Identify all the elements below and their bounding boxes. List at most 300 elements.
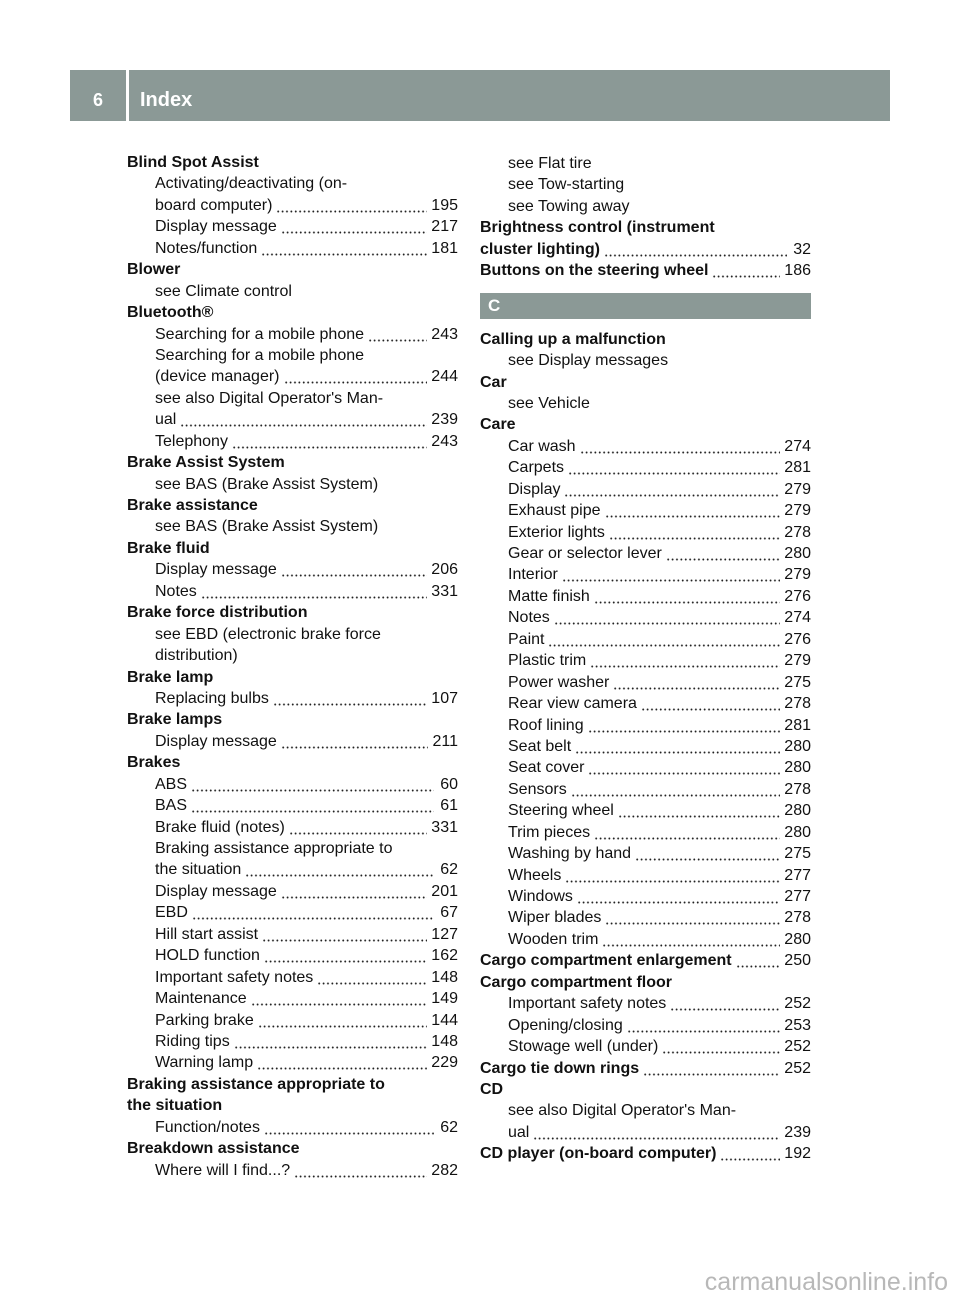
entry-text: Display message [155,882,277,900]
index-subentry [480,174,811,195]
dot-leader [670,993,780,1014]
index-subentry [127,1052,458,1073]
entry-text: Brake fluid (notes) [155,818,285,836]
entry-text: Brake assistance [127,497,258,514]
index-subentry [480,1036,811,1057]
entry-text: Display message [155,732,277,750]
section-letter-bar [480,293,811,319]
page-reference: 149 [431,990,458,1008]
index-subentry [480,1100,811,1121]
page-reference: 60 [440,775,458,793]
entry-text: Braking assistance appropriate to [155,840,393,857]
index-heading [127,538,458,559]
page-reference: 62 [440,1118,458,1136]
entry-text: board computer) [155,196,273,214]
entry-text: the situation [127,1097,223,1115]
dot-leader [201,581,428,602]
index-subentry [480,929,811,950]
index-heading [127,452,458,473]
index-subentry [127,581,458,602]
entry-text: Breakdown assistance [127,1140,300,1158]
entry-text: Care [480,416,516,434]
page-title: Index [140,89,193,111]
page-reference: 61 [440,797,458,815]
index-subentry [127,195,458,216]
header-divider [126,70,129,121]
index-heading [480,372,811,393]
page-reference: 252 [784,995,811,1013]
index-subentry [480,500,811,521]
entry-text: Cargo compartment enlargement [480,952,732,970]
index-subentry [480,350,811,371]
entry-text: Where will I find...? [155,1161,291,1179]
page-reference: 281 [784,716,811,734]
entry-text: Activating/deactivating (on- [155,175,348,193]
page-reference: 253 [784,1016,811,1034]
index-subentry [127,216,458,237]
dot-leader [262,924,427,945]
index-subentry [480,779,811,800]
entry-text: C [488,295,501,315]
entry-text: Seat belt [508,737,572,755]
entry-text: Carpets [508,459,565,477]
index-subentry [480,843,811,864]
index-heading [127,1074,458,1095]
page-reference: 252 [784,1059,811,1077]
index-heading [480,1079,811,1100]
index-subentry [480,586,811,607]
index-subentry [127,988,458,1009]
index-subentry [480,457,811,478]
index-subentry [127,624,458,645]
entry-text: see BAS (Brake Assist System) [155,475,379,493]
dot-leader [192,902,434,923]
entry-text: distribution) [155,647,238,665]
entry-text: Maintenance [155,990,247,1008]
index-subentry [127,645,458,666]
dot-leader [604,239,787,260]
index-subentry [480,479,811,500]
entry-text: Brake force distribution [127,604,308,622]
entry-text: Blind Spot Assist [127,154,259,171]
page-reference: 279 [784,502,811,520]
entry-text: Seat cover [508,759,585,777]
dot-leader [594,586,780,607]
index-heading [480,950,811,971]
entry-text: Sensors [508,780,567,798]
index-heading [127,1095,458,1116]
entry-text: ual [155,411,177,429]
entry-text: see Display messages [508,352,669,370]
entry-text: Function/notes [155,1118,260,1136]
index-subentry [127,366,458,387]
dot-leader [605,907,780,928]
page-reference: 162 [431,947,458,965]
entry-text: Searching for a mobile phone [155,325,365,343]
page-reference: 280 [784,930,811,948]
entry-text: Important safety notes [508,995,667,1013]
dot-leader [294,1160,427,1181]
entry-text: Riding tips [155,1032,230,1050]
page-reference: 277 [784,866,811,884]
index-heading [480,217,811,238]
dot-leader [568,457,780,478]
index-subentry [480,153,811,174]
entry-text: Wheels [508,866,562,884]
page-reference: 279 [784,480,811,498]
entry-text: Wiper blades [508,909,602,927]
page-reference: 211 [432,732,458,750]
dot-leader [666,543,780,564]
index-heading [480,972,811,993]
entry-text: Notes [155,582,197,600]
entry-text: Opening/closing [508,1016,623,1034]
dot-leader [232,431,427,452]
dot-leader [257,1052,427,1073]
dot-leader [602,929,780,950]
page-number: 6 [92,90,103,110]
dot-leader [609,522,780,543]
index-subentry [480,993,811,1014]
index-subentry [480,436,811,457]
entry-text: BAS [155,797,188,815]
dot-leader [548,629,780,650]
entry-text: HOLD function [155,947,260,965]
entry-text: see Towing away [508,197,630,215]
index-subentry [127,817,458,838]
dot-leader [261,238,427,259]
index-subentry [127,881,458,902]
index-subentry [127,774,458,795]
index-subentry [127,731,458,752]
dot-leader [565,865,780,886]
index-column-left [127,152,458,1181]
entry-text: ual [508,1123,530,1141]
page-reference: 275 [784,673,811,691]
page-reference: 276 [784,587,811,605]
entry-text: Matte finish [508,587,590,605]
page-reference: 181 [431,239,458,257]
entry-text: see also Digital Operator's Man- [155,389,384,407]
dot-leader [571,779,781,800]
entry-text: Interior [508,566,558,584]
entry-text: Washing by hand [508,845,632,863]
page-reference: 144 [431,1011,458,1029]
entry-text: Power washer [508,673,610,691]
index-subentry [127,431,458,452]
entry-text: Important safety notes [155,968,314,986]
index-subentry [127,967,458,988]
dot-leader [289,817,427,838]
index-subentry [127,688,458,709]
entry-text: Exterior lights [508,523,605,541]
page-reference: 201 [431,882,458,900]
entry-text: Wooden trim [508,930,599,948]
dot-leader [641,693,780,714]
entry-text: Exhaust pipe [508,502,601,520]
page-reference: 148 [431,968,458,986]
index-subentry [127,1117,458,1138]
entry-text: the situation [155,861,242,879]
dot-leader [258,1010,428,1031]
dot-leader [588,715,781,736]
page-reference: 280 [784,737,811,755]
entry-text: EBD [155,904,188,922]
entry-text: see Flat tire [508,155,592,172]
index-subentry [480,672,811,693]
page-reference: 206 [431,561,458,579]
page-reference: 229 [431,1054,458,1072]
page-reference: 280 [784,823,811,841]
page-reference: 148 [431,1032,458,1050]
entry-text: CD [480,1080,504,1098]
page-reference: 67 [440,904,458,922]
entry-text: Plastic trim [508,652,587,670]
page-reference: 243 [431,432,458,450]
dot-leader [264,945,427,966]
entry-text: Steering wheel [508,802,614,820]
entry-text: Replacing bulbs [155,689,269,707]
entry-text: see Climate control [155,282,292,300]
entry-text: Notes/function [155,239,258,257]
index-subentry [127,474,458,495]
dot-leader [533,1122,780,1143]
watermark: carmanualsonline.info [704,1268,948,1296]
index-subentry [480,1122,811,1143]
page-reference: 32 [793,240,811,258]
entry-text: Brake lamp [127,668,214,686]
dot-leader [618,800,780,821]
index-subentry [480,757,811,778]
entry-text: Brake fluid [127,539,210,557]
entry-text: Searching for a mobile phone [155,346,365,364]
page-reference: 274 [784,437,811,455]
index-subentry [480,736,811,757]
page-reference: 280 [784,802,811,820]
dot-leader [590,650,780,671]
index-subentry [127,324,458,345]
dot-leader [662,1036,780,1057]
page-reference: 239 [431,411,458,429]
page-reference: 250 [784,952,811,970]
index-subentry [127,1160,458,1181]
dot-leader [562,564,781,585]
page-reference: 278 [784,523,811,541]
index-heading [480,239,811,260]
entry-text: Buttons on the steering wheel [480,262,709,280]
entry-text: Calling up a malfunction [480,330,666,348]
page-reference: 107 [431,689,458,707]
dot-leader [264,1117,434,1138]
entry-text: Windows [508,888,573,905]
page-reference: 127 [431,925,458,943]
entry-text: cluster lighting) [480,240,600,258]
entry-text: Stowage well (under) [508,1038,659,1056]
index-subentry [127,859,458,880]
index-heading [127,1138,458,1159]
page-reference: 331 [431,582,458,600]
entry-text: Cargo tie down rings [480,1059,640,1077]
index-heading [480,1058,811,1079]
dot-leader [276,195,427,216]
index-heading [480,414,811,435]
dot-leader [635,843,780,864]
index-subentry [127,924,458,945]
page-reference: 274 [784,609,811,627]
dot-leader [281,216,427,237]
dot-leader [613,672,780,693]
index-subentry [480,196,811,217]
index-subentry [480,393,811,414]
index-subentry [127,345,458,366]
index-subentry [480,907,811,928]
page-reference: 280 [784,759,811,777]
entry-text: Hill start assist [155,925,259,943]
index-subentry [127,559,458,580]
entry-text: Parking brake [155,1011,254,1029]
entry-text: CD player (on-board computer) [480,1145,717,1163]
entry-text: Display [508,480,561,498]
index-subentry [127,945,458,966]
page-reference: 62 [440,861,458,879]
page-reference: 279 [784,652,811,670]
entry-text: Car [480,373,507,391]
dot-leader [191,795,434,816]
index-heading [127,602,458,623]
page-reference: 278 [784,909,811,927]
index-subentry [480,693,811,714]
index-heading [480,329,811,350]
index-column-right [480,153,811,1165]
index-subentry [480,564,811,585]
dot-leader [234,1031,428,1052]
entry-text: see BAS (Brake Assist System) [155,518,379,536]
index-subentry [127,238,458,259]
entry-text: ABS [155,775,188,793]
dot-leader [191,774,434,795]
index-subentry [480,522,811,543]
index-heading [127,302,458,323]
entry-text: Bluetooth® [127,304,214,322]
entry-text: (device manager) [155,368,280,386]
dot-leader [251,988,428,1009]
entry-text: Braking assistance appropriate to [127,1075,385,1093]
entry-text: Blower [127,261,181,279]
entry-text: see Tow-starting [508,176,625,194]
page-reference: 279 [784,566,811,584]
entry-text: see Vehicle [508,394,590,412]
page-reference: 277 [784,888,811,905]
dot-leader [180,409,427,430]
page-reference: 252 [784,1038,811,1056]
index-subentry [127,902,458,923]
entry-text: see EBD (electronic brake force [155,625,381,643]
dot-leader [580,436,781,457]
page-reference: 192 [784,1145,811,1163]
index-subentry [480,865,811,886]
entry-text: Brakes [127,754,181,772]
entry-text: see also Digital Operator's Man- [508,1102,737,1120]
index-subentry [127,795,458,816]
dot-leader [564,479,780,500]
page-reference: 243 [431,325,458,343]
dot-leader [736,950,781,971]
entry-text: Gear or selector lever [508,545,662,562]
index-subentry [480,543,811,564]
index-subentry [480,629,811,650]
dot-leader [577,886,780,907]
index-subentry [127,1010,458,1031]
index-heading [127,667,458,688]
dot-leader [720,1143,780,1164]
index-heading [127,752,458,773]
entry-text: Roof lining [508,716,584,734]
index-subentry [127,409,458,430]
index-heading [127,709,458,730]
dot-leader [554,607,781,628]
index-subentry [127,173,458,194]
dot-leader [605,500,781,521]
index-subentry [480,800,811,821]
entry-text: Brake Assist System [127,454,285,472]
dot-leader [643,1058,780,1079]
index-subentry [127,281,458,302]
index-subentry [480,886,811,907]
dot-leader [284,366,428,387]
entry-text: Car wash [508,437,576,455]
dot-leader [281,559,427,580]
entry-text: Display message [155,218,277,236]
page-reference: 195 [431,196,458,214]
entry-text: Trim pieces [508,823,591,841]
dot-leader [588,757,780,778]
dot-leader [245,859,434,880]
index-subentry [127,388,458,409]
entry-text: Brightness control (instrument [480,219,715,237]
dot-leader [368,324,427,345]
entry-text: Notes [508,609,550,627]
page-reference: 278 [784,695,811,713]
index-heading [480,260,811,281]
dot-leader [575,736,780,757]
index-heading [127,495,458,516]
dot-leader [281,731,429,752]
index-subentry [480,715,811,736]
dot-leader [594,822,780,843]
index-heading [127,152,458,173]
page-reference: 239 [784,1123,811,1141]
page-reference: 186 [784,262,811,280]
entry-text: Display message [155,561,277,579]
dot-leader [273,688,427,709]
page-reference: 280 [784,545,811,562]
dot-leader [712,260,780,281]
index-subentry [480,607,811,628]
page-reference: 281 [784,459,811,477]
dot-leader [627,1015,781,1036]
entry-text: Brake lamps [127,711,223,729]
dot-leader [317,967,427,988]
page-reference: 276 [784,630,811,648]
index-heading [480,1143,811,1164]
entry-text: Paint [508,630,545,648]
entry-text: Warning lamp [155,1054,254,1072]
entry-text: Cargo compartment floor [480,973,673,991]
page-reference: 275 [784,845,811,863]
page-reference: 331 [431,818,458,836]
index-subentry [480,822,811,843]
index-subentry [127,1031,458,1052]
